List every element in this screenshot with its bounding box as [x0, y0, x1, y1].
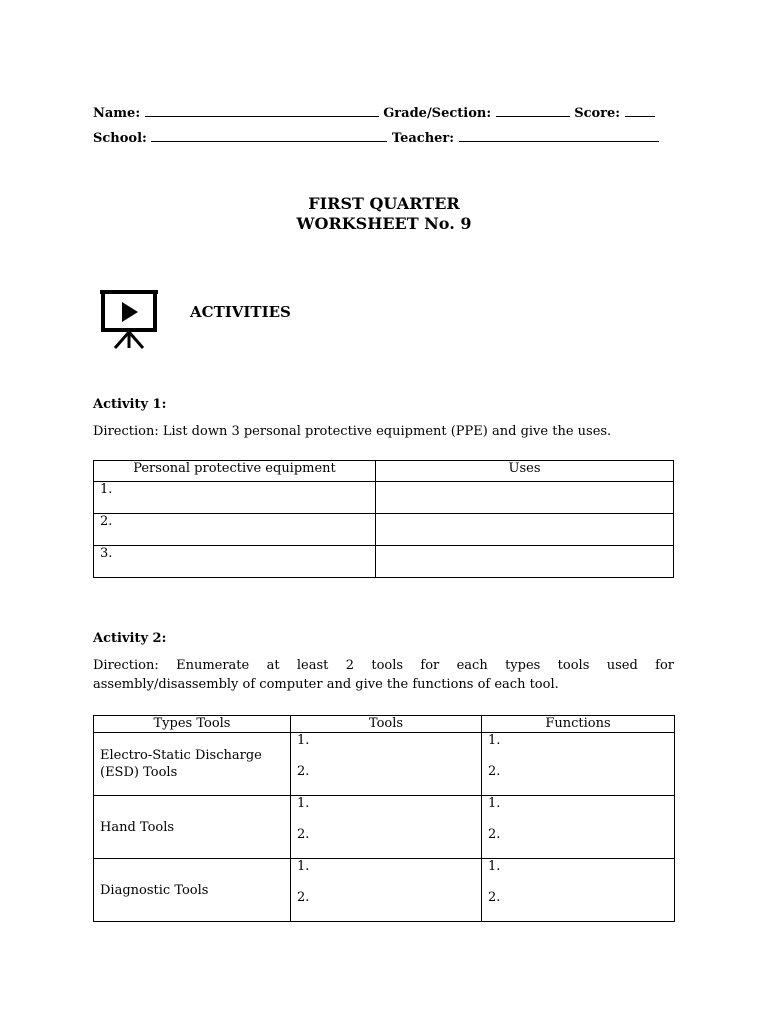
teacher-field[interactable]: [459, 129, 659, 142]
name-label: Name:: [93, 106, 141, 121]
uses-cell-2[interactable]: [376, 514, 674, 546]
type-cell-diagnostic: Diagnostic Tools: [94, 859, 291, 922]
ppe-cell-2[interactable]: 2.: [94, 514, 376, 546]
table-row: [94, 796, 675, 859]
column-header-uses: Uses: [376, 461, 674, 482]
score-field[interactable]: [625, 104, 655, 117]
functions-item-2: 2.: [488, 827, 501, 842]
tools-item-2: 2.: [297, 764, 310, 779]
score-label: Score:: [574, 106, 621, 121]
ppe-cell-3[interactable]: 3.: [94, 546, 376, 578]
school-label: School:: [93, 131, 147, 146]
functions-item-2: 2.: [488, 890, 501, 905]
activities-heading: ACTIVITIES: [190, 303, 291, 321]
tools-item-1: 1.: [297, 733, 310, 748]
table-header-row: [94, 716, 675, 733]
header-row-1: [93, 104, 655, 121]
table-header-row: [94, 461, 674, 482]
uses-cell-1[interactable]: [376, 482, 674, 514]
tools-cell-hand[interactable]: [291, 796, 482, 859]
tools-item-1: 1.: [297, 796, 310, 811]
name-field[interactable]: [145, 104, 379, 117]
worksheet-title-line2: WORKSHEET No. 9: [296, 214, 472, 233]
tools-cell-diagnostic[interactable]: [291, 859, 482, 922]
functions-cell-esd[interactable]: [482, 733, 675, 796]
column-header-tools: Tools: [291, 716, 482, 733]
header-row-2: [93, 129, 659, 146]
functions-cell-hand[interactable]: [482, 796, 675, 859]
functions-item-1: 1.: [488, 859, 501, 874]
uses-cell-3[interactable]: [376, 546, 674, 578]
table-row: [94, 546, 674, 578]
activity1-direction: Direction: List down 3 personal protective equipment (PPE) and give the uses.: [93, 424, 612, 439]
school-field[interactable]: [151, 129, 387, 142]
teacher-label: Teacher:: [391, 131, 455, 146]
ppe-cell-1[interactable]: 1.: [94, 482, 376, 514]
worksheet-title-line1: FIRST QUARTER: [308, 194, 460, 213]
type-cell-hand: Hand Tools: [94, 796, 291, 859]
activity2-label: Activity 2:: [93, 631, 167, 646]
tools-cell-esd[interactable]: [291, 733, 482, 796]
activity1-label: Activity 1:: [93, 397, 167, 412]
type-cell-esd: Electro-Static Discharge (ESD) Tools: [94, 733, 291, 796]
presentation-board-play-icon: [100, 288, 158, 350]
table-row: [94, 482, 674, 514]
table-row: [94, 733, 675, 796]
tools-item-2: 2.: [297, 890, 310, 905]
tools-item-2: 2.: [297, 827, 310, 842]
functions-item-1: 1.: [488, 796, 501, 811]
tools-item-1: 1.: [297, 859, 310, 874]
grade-section-label: Grade/Section:: [383, 106, 492, 121]
column-header-functions: Functions: [482, 716, 675, 733]
column-header-types-tools: Types Tools: [94, 716, 291, 733]
activity2-direction: Direction: Enumerate at least 2 tools for each types tools used for assembly/disassembly of computer and give the functions of each tool.: [93, 658, 674, 692]
functions-cell-diagnostic[interactable]: [482, 859, 675, 922]
functions-item-1: 1.: [488, 733, 501, 748]
functions-item-2: 2.: [488, 764, 501, 779]
grade-section-field[interactable]: [496, 104, 570, 117]
table-row: [94, 514, 674, 546]
ppe-table: [93, 460, 674, 578]
column-header-ppe: Personal protective equipment: [94, 461, 376, 482]
tools-table: [93, 715, 675, 922]
table-row: [94, 859, 675, 922]
